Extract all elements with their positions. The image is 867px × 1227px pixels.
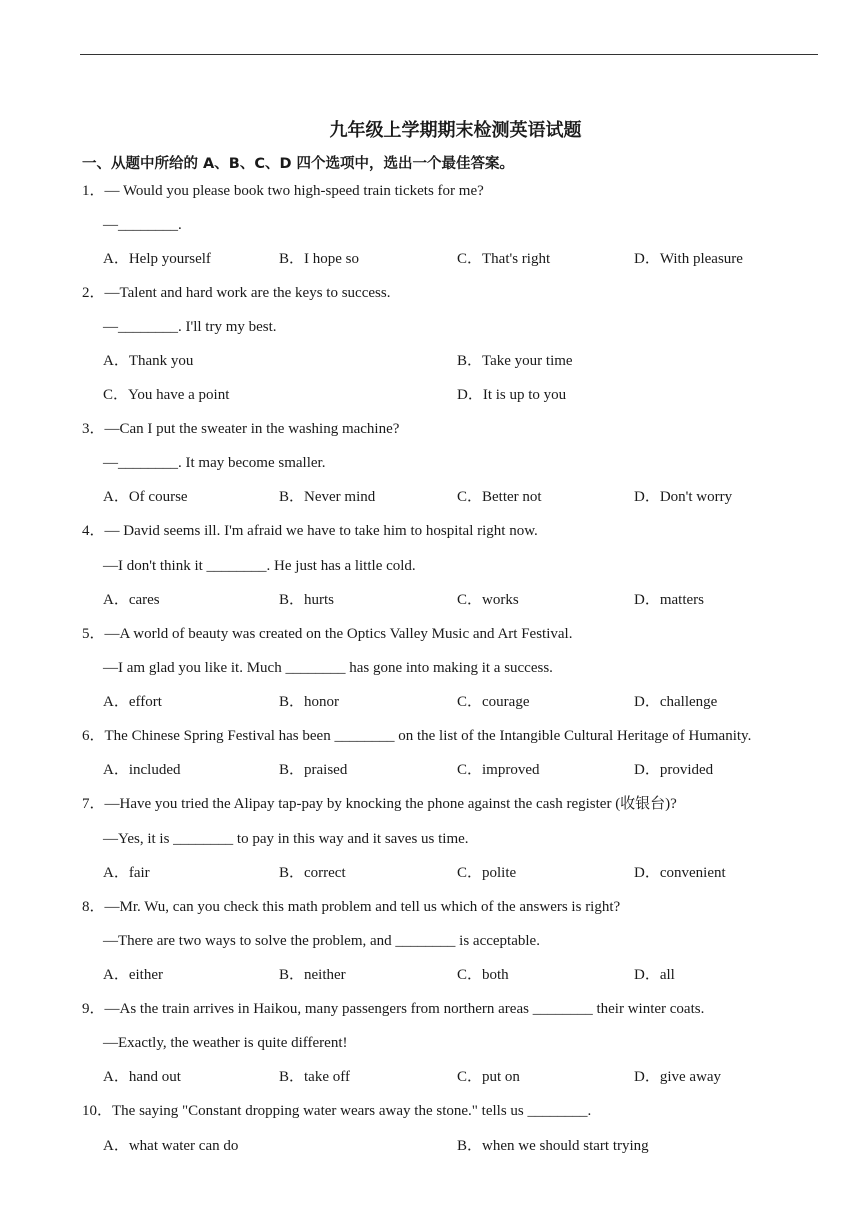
answer-option: D．provided	[634, 762, 714, 778]
answer-option: C．Better not	[457, 489, 542, 505]
answer-option: C．improved	[457, 762, 540, 778]
answer-option: B．correct	[279, 865, 346, 881]
answer-option: D．challenge	[634, 694, 718, 710]
header-rule	[80, 54, 818, 55]
question-response-line: —There are two ways to solve the problem, and ________ is acceptable.	[103, 933, 540, 949]
answer-option: B．neither	[279, 967, 346, 983]
answer-option: D．all	[634, 967, 675, 983]
answer-option: D．Don't worry	[634, 489, 733, 505]
answer-option: B．praised	[279, 762, 348, 778]
answer-option: C．put on	[457, 1069, 520, 1085]
question-stem: 2．—Talent and hard work are the keys to success.	[82, 285, 391, 301]
answer-option: C．works	[457, 592, 519, 608]
question-response-line: —________. It may become smaller.	[103, 455, 326, 471]
answer-option: B．honor	[279, 694, 340, 710]
answer-option: D．give away	[634, 1069, 722, 1085]
answer-option: A．Help yourself	[103, 251, 211, 267]
answer-option: A．Thank you	[103, 353, 194, 369]
answer-option: C．courage	[457, 694, 530, 710]
question-stem: 1．— Would you please book two high-speed train tickets for me?	[82, 183, 484, 199]
question-stem: 3．—Can I put the sweater in the washing machine?	[82, 421, 400, 437]
answer-option: B．hurts	[279, 592, 335, 608]
answer-option: D．matters	[634, 592, 704, 608]
answer-option: A．what water can do	[103, 1138, 239, 1154]
answer-option: D．With pleasure	[634, 251, 743, 267]
question-response-line: —I don't think it ________. He just has a little cold.	[103, 558, 416, 574]
question-stem: 5．—A world of beauty was created on the Optics Valley Music and Art Festival.	[82, 626, 573, 642]
question-stem: 6．The Chinese Spring Festival has been ________ on the list of the Intangible Cultural Heritage of Humanity.	[82, 728, 752, 744]
question-stem: 9．—As the train arrives in Haikou, many passengers from northern areas ________ their winter coats.	[82, 1001, 705, 1017]
answer-option: D．It is up to you	[457, 387, 567, 403]
answer-option: C．You have a point	[103, 387, 230, 403]
question-stem: 8．—Mr. Wu, can you check this math problem and tell us which of the answers is right?	[82, 899, 621, 915]
answer-option: B．Never mind	[279, 489, 376, 505]
question-response-line: —Yes, it is ________ to pay in this way and it saves us time.	[103, 831, 469, 847]
answer-option: C．both	[457, 967, 509, 983]
question-stem: 10．The saying "Constant dropping water wears away the stone." tells us ________.	[82, 1103, 592, 1119]
answer-option: A．cares	[103, 592, 160, 608]
answer-option: D．convenient	[634, 865, 726, 881]
section-heading: 一、从题中所给的 A、B、C、D 四个选项中，选出一个最佳答案。	[82, 156, 515, 172]
question-response-line: —Exactly, the weather is quite different!	[103, 1035, 348, 1051]
answer-option: B．take off	[279, 1069, 350, 1085]
answer-option: A．included	[103, 762, 181, 778]
answer-option: B．I hope so	[279, 251, 359, 267]
answer-option: B．Take your time	[457, 353, 573, 369]
question-stem: 4．— David seems ill. I'm afraid we have to take him to hospital right now.	[82, 523, 538, 539]
question-response-line: —________.	[103, 217, 182, 233]
answer-option: C．polite	[457, 865, 517, 881]
answer-option: A．hand out	[103, 1069, 181, 1085]
answer-option: C．That's right	[457, 251, 551, 267]
page-title: 九年级上学期期末检测英语试题	[329, 120, 582, 141]
answer-option: A．either	[103, 967, 163, 983]
answer-option: A．Of course	[103, 489, 188, 505]
answer-option: A．effort	[103, 694, 162, 710]
question-response-line: —________. I'll try my best.	[103, 319, 277, 335]
answer-option: A．fair	[103, 865, 150, 881]
question-response-line: —I am glad you like it. Much ________ has gone into making it a success.	[103, 660, 553, 676]
question-stem: 7．—Have you tried the Alipay tap-pay by knocking the phone against the cash register (收银台)?	[82, 796, 677, 812]
answer-option: B．when we should start trying	[457, 1138, 649, 1154]
